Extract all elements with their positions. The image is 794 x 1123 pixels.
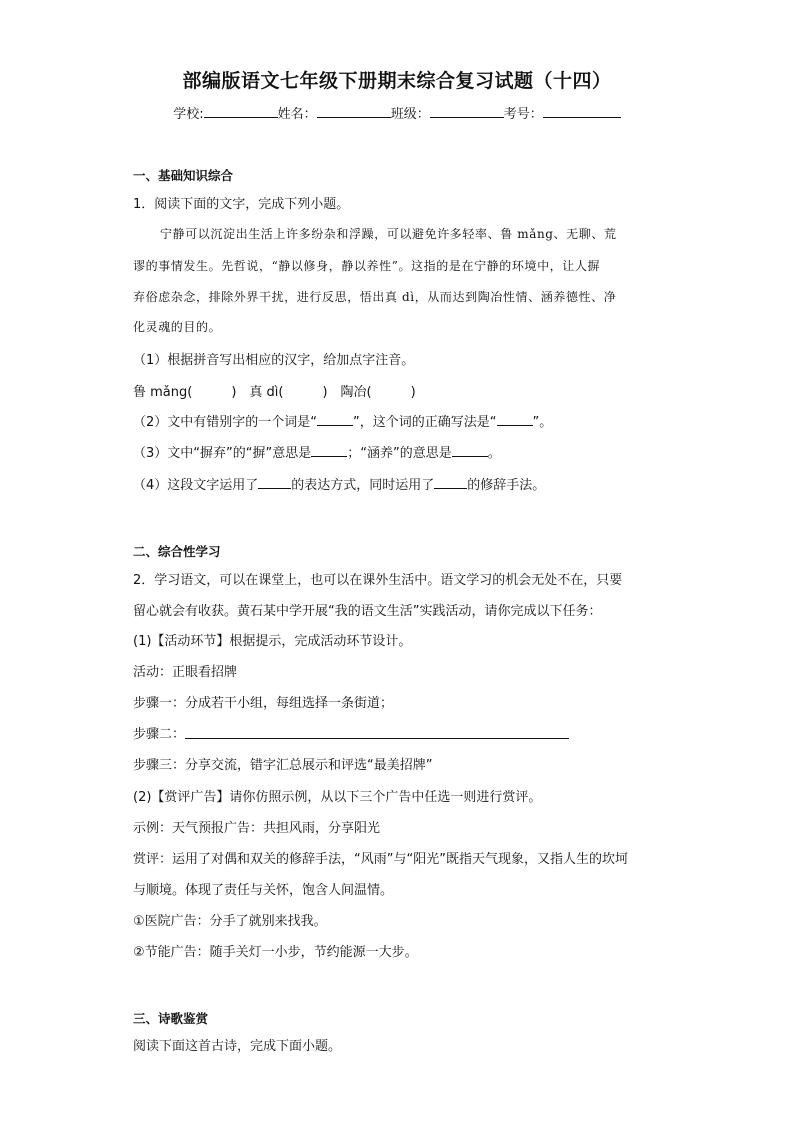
sub-question-2-part-b: ”，这个词的正确写法是“ <box>353 415 497 430</box>
passage-line-2: 谬的事情发生。先哲说，“静以修身，静以养性”。这指的是在宁静的环境中，让人摒 <box>133 259 601 273</box>
class-field[interactable] <box>430 105 504 118</box>
exam-no-label: 考号： <box>503 107 543 122</box>
sub-question-2 <box>133 411 552 430</box>
sub-question-2-part-c: ”。 <box>532 415 553 430</box>
task-2: (2)【赏评广告】请你仿照示例，从以下三个广告中任选一则进行赏评。 <box>133 790 542 805</box>
section-3-heading: 三、诗歌鉴赏 <box>133 1011 209 1026</box>
ad-option-2: ②节能广告：随手关灯一小步，节约能源一大步。 <box>133 945 418 960</box>
sub-question-4-part-c: 的修辞手法。 <box>467 478 546 493</box>
pinyin-line: 鲁 mǎng( ) 真 dì( ) 陶冶( ) <box>133 385 416 400</box>
answer-blank[interactable] <box>497 425 533 426</box>
answer-blank[interactable] <box>452 456 488 457</box>
sub-question-1: （1）根据拼音写出相应的汉字，给加点字注音。 <box>133 353 415 368</box>
comment-line-1: 赏评：运用了对偶和双关的修辞手法，“风雨”与“阳光”既指天气现象，又指人生的坎坷 <box>133 852 628 867</box>
answer-blank[interactable] <box>258 488 291 489</box>
section-3-intro: 阅读下面这首古诗，完成下面小题。 <box>133 1039 342 1054</box>
ad-option-1: ①医院广告：分手了就别来找我。 <box>133 914 327 929</box>
section-1-heading: 一、基础知识综合 <box>133 168 234 183</box>
example-line: 示例：天气预报广告：共担风雨，分享阳光 <box>133 821 381 836</box>
passage-line-3: 弃俗虑杂念，排除外界干扰，进行反思，悟出真 dì，从而达到陶冶性情、涵养德性、净 <box>133 290 617 304</box>
name-field[interactable] <box>317 105 391 118</box>
step-2-answer-line[interactable] <box>185 738 569 739</box>
section-2-heading: 二、综合性学习 <box>133 544 221 559</box>
sub-question-4-part-b: 的表达方式，同时运用了 <box>291 478 435 493</box>
step-1: 步骤一：分成若干小组，每组选择一条街道； <box>133 696 394 711</box>
sub-question-3-part-c: 。 <box>487 446 501 461</box>
question-1-prompt: 1．阅读下面的文字，完成下列小题。 <box>133 197 350 212</box>
comment-line-2: 与顺境。体现了责任与关怀，饱含人间温情。 <box>133 883 394 898</box>
sub-question-3 <box>133 442 501 461</box>
question-2-line-2: 留心就会有收获。黄石某中学开展“我的语文生活”实践活动，请你完成以下任务： <box>133 604 602 619</box>
step-3: 步骤三：分享交流，错字汇总展示和评选“最美招牌” <box>133 758 433 773</box>
sub-question-4 <box>133 474 545 493</box>
page-title: 部编版语文七年级下册期末综合复习试题（十四） <box>182 70 612 92</box>
question-2-line-1: 2．学习语文，可以在课堂上，也可以在课外生活中。语文学习的机会无处不在，只要 <box>133 573 623 588</box>
answer-blank[interactable] <box>434 488 467 489</box>
sub-question-3-part-a: （3）文中“摒弃”的“摒”意思是 <box>133 446 312 461</box>
sub-question-2-part-a: （2）文中有错别字的一个词是“ <box>133 415 318 430</box>
passage-line-4: 化灵魂的目的。 <box>133 320 222 334</box>
sub-question-3-part-b: ；“涵养”的意思是 <box>347 446 452 461</box>
school-field[interactable] <box>204 105 278 118</box>
answer-blank[interactable] <box>317 425 353 426</box>
name-label: 姓名： <box>277 107 317 122</box>
task-1: (1)【活动环节】根据提示，完成活动环节设计。 <box>133 634 412 649</box>
activity-label: 活动：正眼看招牌 <box>133 665 238 680</box>
class-label: 班级： <box>390 107 430 122</box>
answer-blank[interactable] <box>311 456 347 457</box>
student-info-line <box>0 103 794 122</box>
school-label: 学校: <box>173 107 204 122</box>
sub-question-4-part-a: （4）这段文字运用了 <box>133 478 259 493</box>
passage-line-1: 宁静可以沉淀出生活上许多纷杂和浮躁，可以避免许多轻率、鲁 mǎng、无聊、荒 <box>160 227 617 241</box>
step-2: 步骤二： <box>133 727 186 742</box>
exam-no-field[interactable] <box>543 105 621 118</box>
